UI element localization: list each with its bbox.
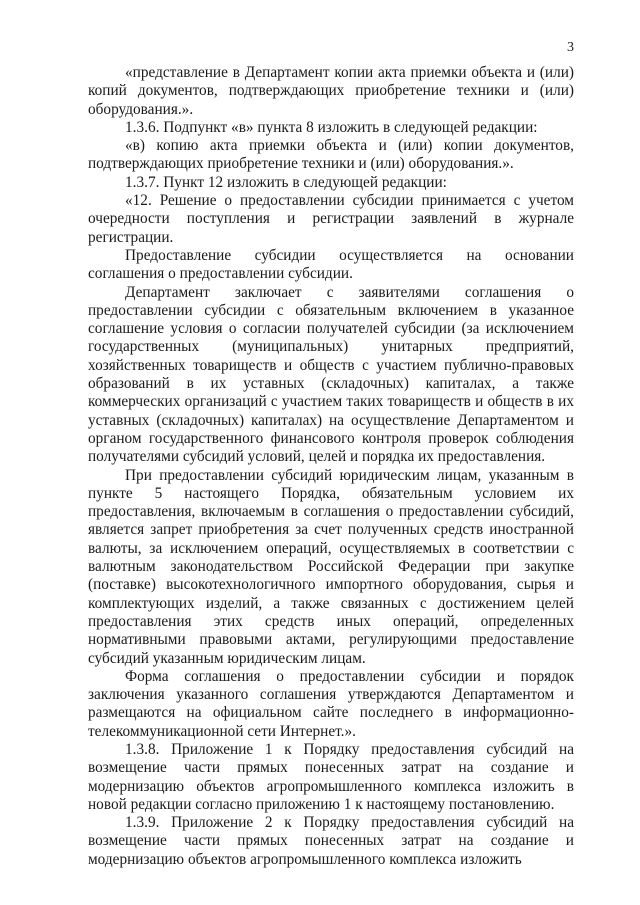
paragraph-1-3-7: 1.3.7. Пункт 12 изложить в следующей редакции: bbox=[125, 173, 447, 191]
paragraph-1-3-8: 1.3.8. Приложение 1 к Порядку предоставления субсидий на возмещение части прямых понесенных затрат на создание и модернизацию объектов агропромышленного комплекса изложить в новой редакции согласно приложению 1 к настоящему постановлению. bbox=[88, 740, 574, 813]
paragraph-agreement-basis: Предоставление субсидии осуществляется на основании соглашения о предоставлении субсидии. bbox=[88, 246, 574, 283]
paragraph-department-agreement: Департамент заключает с заявителями соглашения о предоставлении субсидии с обязательным включением в указанное соглашение условия о согласии получателей субсидии (за исключением государственных (муниципальных) унитарных предприятий, хозяйственных товариществ и обществ с участием публично-правовых образований в их уставных (складочных) капиталах, а также коммерческих организаций с участием таких товариществ и обществ в их уставных (складочных) капиталах) на осуществление Департаментом и органом государственного финансового контроля проверок соблюдения получателями субсидий условий, целей и порядка их предоставления. bbox=[88, 283, 574, 466]
paragraph-point-12: «12. Решение о предоставлении субсидии принимается с учетом очередности поступления и регистрации заявлений в журнале регистрации. bbox=[88, 192, 574, 246]
document-body bbox=[88, 64, 574, 869]
paragraph-subpoint-v: «в) копию акта приемки объекта и (или) копии документов, подтверждающих приобретение техники и (или) оборудования.». bbox=[88, 137, 574, 173]
paragraph-agreement-form: Форма соглашения о предоставлении субсидии и порядок заключения указанного соглашения утверждаются Департаментом и размещаются на официальном сайте последнего в информационно-телекоммуникационной сети Интернет.». bbox=[88, 667, 574, 740]
paragraph-legal-entities: При предоставлении субсидий юридическим лицам, указанным в пункте 5 настоящего Порядка, обязательным условием их предоставления, включаемым в соглашения о предоставлении субсидий, является запрет приобретения за счет полученных средств иностранной валюты, за исключением операций, осуществляемых в соответствии с валютным законодательством Российской Федерации при закупке (поставке) высокотехнологичного импортного оборудования, сырья и комплектующих изделий, а также связанных с достижением целей предоставления этих средств иных операций, определенных нормативными правовыми актами, регулирующими предоставление субсидий указанным юридическим лицам. bbox=[88, 466, 574, 667]
page-number: 3 bbox=[567, 40, 574, 55]
paragraph-1-3-9: 1.3.9. Приложение 2 к Порядку предоставления субсидий на возмещение части прямых понесенных затрат на создание и модернизацию объектов агропромышленного комплекса изложить bbox=[88, 814, 574, 868]
paragraph-1-3-6: 1.3.6. Подпункт «в» пункта 8 изложить в следующей редакции: bbox=[125, 118, 538, 136]
paragraph-continuation: «представление в Департамент копии акта приемки объекта и (или) копий документов, подтверждающих приобретение техники и (или) оборудования.». bbox=[88, 64, 574, 118]
